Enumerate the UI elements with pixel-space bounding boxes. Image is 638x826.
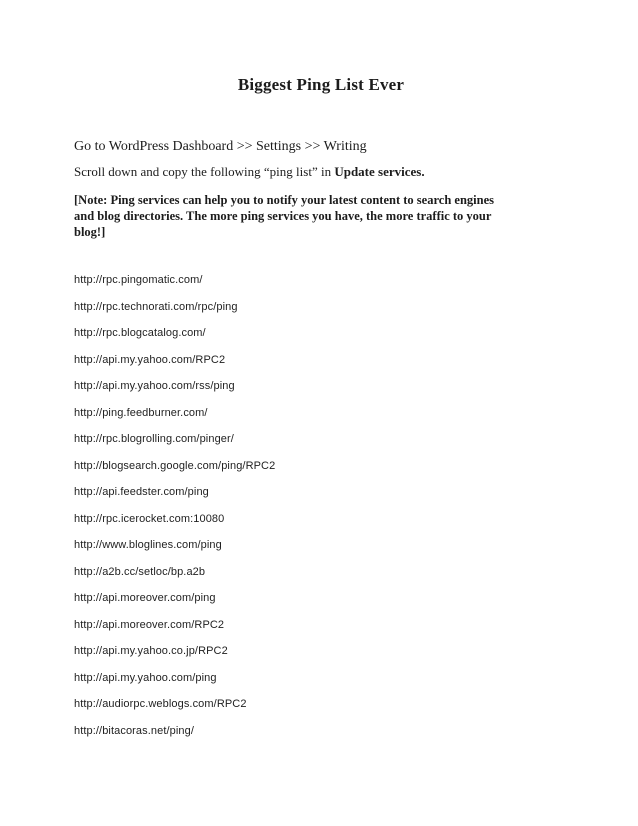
ping-url: http://rpc.blogcatalog.com/ bbox=[74, 327, 206, 339]
ping-url: http://api.my.yahoo.com/ping bbox=[74, 671, 217, 684]
instruction-step: Go to WordPress Dashboard >> Settings >> Writing bbox=[74, 139, 367, 154]
ping-url: http://www.bloglines.com/ping bbox=[74, 539, 222, 551]
ping-url: http://api.moreover.com/ping bbox=[74, 592, 216, 604]
ping-url: http://a2b.cc/setloc/bp.a2b bbox=[74, 565, 206, 578]
ping-url: http://bitacoras.net/ping/ bbox=[74, 724, 195, 737]
note-line: and blog directories. The more ping services you have, the more traffic to your bbox=[74, 209, 492, 223]
note-paragraph bbox=[74, 192, 568, 240]
ping-url: http://api.my.yahoo.com/rss/ping bbox=[74, 380, 235, 392]
instruction-copy bbox=[74, 165, 568, 179]
ping-url: http://rpc.icerocket.com:10080 bbox=[74, 512, 225, 525]
ping-url: http://rpc.technorati.com/rpc/ping bbox=[74, 300, 238, 313]
instruction-copy-bold: Update services. bbox=[334, 164, 425, 179]
ping-url: http://api.my.yahoo.com/RPC2 bbox=[74, 353, 226, 366]
note-line: [Note: Ping services can help you to notify your latest content to search engines bbox=[74, 193, 494, 207]
note-line: blog!] bbox=[74, 225, 106, 239]
ping-url: http://api.feedster.com/ping bbox=[74, 486, 209, 498]
ping-url: http://ping.feedburner.com/ bbox=[74, 406, 208, 419]
page-title: Biggest Ping List Ever bbox=[237, 75, 405, 94]
ping-url: http://api.my.yahoo.co.jp/RPC2 bbox=[74, 645, 228, 657]
instruction-copy-text: Scroll down and copy the following “ping list” in bbox=[74, 164, 335, 179]
ping-url: http://blogsearch.google.com/ping/RPC2 bbox=[74, 459, 276, 472]
ping-url-list bbox=[74, 273, 568, 738]
ping-url: http://api.moreover.com/RPC2 bbox=[74, 618, 225, 631]
ping-url: http://rpc.blogrolling.com/pinger/ bbox=[74, 433, 234, 445]
ping-url: http://rpc.pingomatic.com/ bbox=[74, 274, 203, 286]
ping-url: http://audiorpc.weblogs.com/RPC2 bbox=[74, 698, 247, 710]
